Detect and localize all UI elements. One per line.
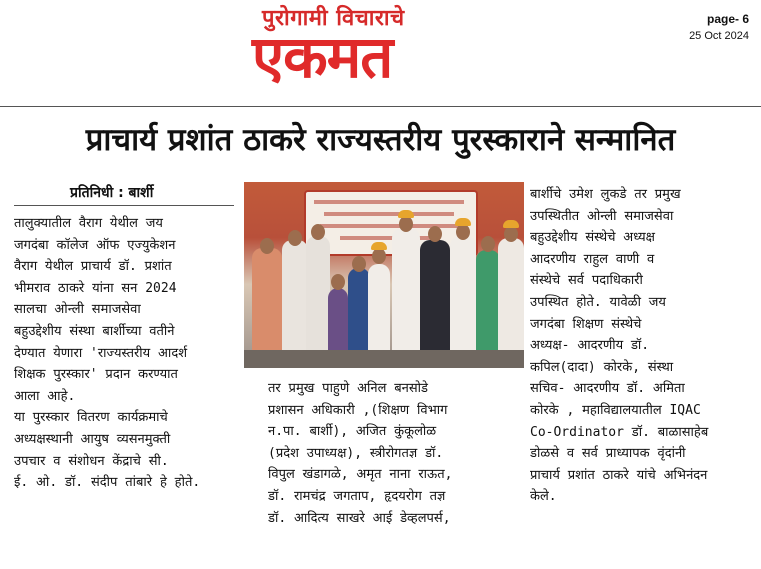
article-text-line: कोरके , महाविद्यालयातील IQAC bbox=[530, 402, 701, 418]
article-text-line: तालुक्यातील वैराग येथील जय bbox=[14, 216, 163, 231]
article-text-line: बहुउद्देशीय संस्था बार्शीच्या वतीने bbox=[14, 323, 175, 339]
article-text-line: उपचार व संशोधन केंद्राचे सी. bbox=[14, 453, 169, 469]
article-text-line: केले. bbox=[530, 489, 557, 505]
article-text-line: भीमराव ठाकरे यांना सन 2024 bbox=[14, 280, 177, 296]
article-text-line: बहुउद्देशीय संस्थेचे अध्यक्ष bbox=[530, 230, 655, 246]
article-text-line: उपस्थित होते. यावेळी जय bbox=[530, 294, 666, 310]
article-byline: प्रतिनिधी : बार्शी bbox=[70, 185, 154, 201]
byline-divider bbox=[14, 205, 234, 206]
article-text-line: डोळसे व सर्व प्राध्यापक वृंदांनी bbox=[530, 446, 686, 462]
article-headline: प्राचार्य प्रशांत ठाकरे राज्यस्तरीय पुरस्काराने सन्मानित bbox=[85, 122, 676, 158]
article-text-line: न.पा. बार्शी), अजित कुंकूलोळ bbox=[268, 424, 437, 440]
article-text-line: कपिल(दादा) कोरके, संस्था bbox=[530, 359, 674, 375]
newspaper-logo: एकमत bbox=[252, 23, 393, 91]
article-text-line: आदरणीय राहुल वाणी व bbox=[530, 251, 655, 267]
masthead bbox=[0, 0, 761, 105]
article-text-line: संस्थेचे सर्व पदाधिकारी bbox=[530, 273, 643, 289]
article-text-line: बार्शीचे उमेश लुकडे तर प्रमुख bbox=[530, 187, 681, 202]
page-number: page- 6 bbox=[706, 12, 749, 26]
article-text-line: वैराग येथील प्राचार्य डॉ. प्रशांत bbox=[14, 259, 172, 275]
article-text-line: विपुल खंडागळे, अमृत नाना राऊत, bbox=[268, 467, 453, 483]
article-text-line: शिक्षक पुरस्कार' प्रदान करण्यात bbox=[14, 367, 178, 383]
article-column-2 bbox=[268, 378, 520, 529]
article-text-line: जगदंबा शिक्षण संस्थेचे bbox=[530, 316, 642, 332]
article-column-3 bbox=[530, 184, 752, 508]
article-text-line: प्रशासन अधिकारी ,(शिक्षण विभाग bbox=[268, 402, 448, 418]
article-text-line: Co-Ordinator डॉ. बाळासाहेब bbox=[530, 424, 709, 440]
article-text-line: डॉ. आदित्य साखरे आई डेव्हलपर्स, bbox=[268, 510, 451, 526]
article-text-line: आला आहे. bbox=[14, 388, 76, 404]
article-text-line: अध्यक्ष- आदरणीय डॉ. bbox=[530, 338, 650, 354]
article-text-line: उपस्थितीत ओन्ली समाजसेवा bbox=[530, 208, 674, 224]
article-text-line: अध्यक्षस्थानी आयुष व्यसनमुक्ती bbox=[14, 431, 171, 447]
article-text-line: या पुरस्कार वितरण कार्यक्रमाचे bbox=[14, 410, 168, 426]
article-text-line: डॉ. रामचंद्र जगताप, हृदयरोग तज्ञ bbox=[268, 488, 446, 504]
article-text-line: ई. ओ. डॉ. संदीप तांबारे हे होते. bbox=[14, 475, 201, 491]
issue-date: 25 Oct 2024 bbox=[689, 30, 749, 42]
article-text-line: (प्रदेश उपाध्यक्ष), स्त्रीरोगतज्ञ डॉ. bbox=[268, 445, 444, 461]
article-text-line: देण्यात येणारा 'राज्यस्तरीय आदर्श bbox=[14, 345, 188, 361]
article-text-line: सचिव- आदरणीय डॉ. अमिता bbox=[530, 381, 685, 397]
award-ceremony-photo bbox=[244, 182, 524, 368]
masthead-divider bbox=[0, 106, 761, 107]
masthead-tagline: पुरोगामी विचाराचे bbox=[262, 6, 405, 31]
article-text-line: जगदंबा कॉलेज ऑफ एज्युकेशन bbox=[14, 237, 176, 253]
article-text-line: सालचा ओन्ली समाजसेवा bbox=[14, 302, 141, 318]
article-text-line: तर प्रमुख पाहुणे अनिल बनसोडे bbox=[268, 381, 428, 396]
article-text-line: प्राचार्य प्रशांत ठाकरे यांचे अभिनंदन bbox=[530, 467, 708, 483]
article-column-1 bbox=[14, 213, 236, 494]
